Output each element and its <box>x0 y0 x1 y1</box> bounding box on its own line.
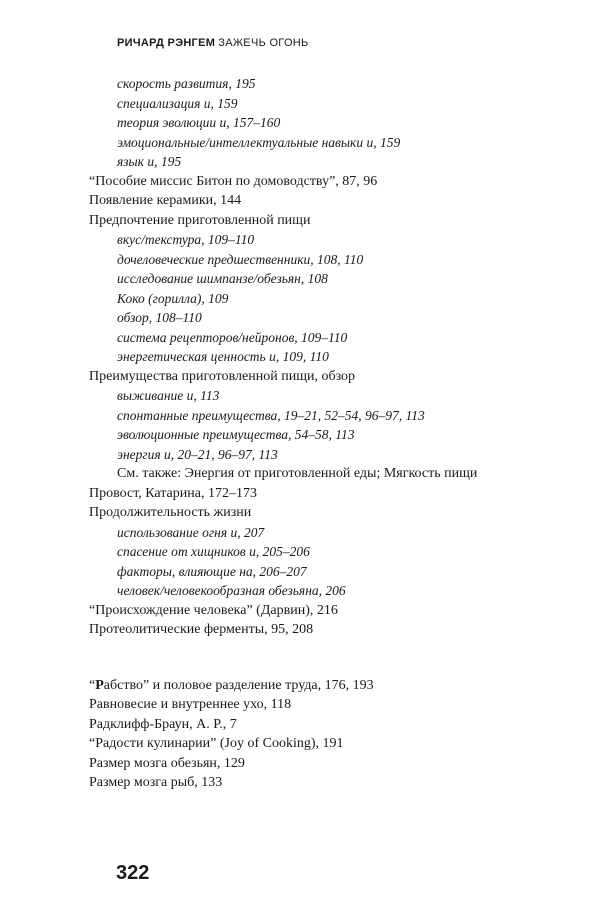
index-subentry: скорость развития, 195 <box>117 76 256 91</box>
index-see-also: См. также: Энергия от приготовленной еды; Мягкость пищи <box>117 466 478 481</box>
index-entry: Размер мозга рыб, 133 <box>89 775 223 790</box>
index-subentry: система рецепторов/нейронов, 109–110 <box>117 329 348 345</box>
index-entry: Предпочтение приготовленной пищи <box>89 212 311 228</box>
page-number: 322 <box>116 862 150 884</box>
index-subentry: язык и, 195 <box>117 154 182 169</box>
index-entry: Провост, Катарина, 172–173 <box>89 485 257 501</box>
index-entry: “Радости кулинарии” (Joy of Cooking), 191 <box>89 736 344 751</box>
section-gap <box>89 640 559 676</box>
index-entry: Радклифф-Браун, А. Р., 7 <box>89 716 237 732</box>
index-entry: Протеолитические ферменты, 95, 208 <box>89 622 314 637</box>
index-entry: Равновесие и внутреннее ухо, 118 <box>89 697 292 712</box>
index-subentry: использование огня и, 207 <box>117 524 265 540</box>
index-entry: Продолжительность жизни <box>89 505 252 520</box>
index-entry: “Происхождение человека” (Дарвин), 216 <box>89 602 338 618</box>
header-author: РИЧАРД РЭНГЕМ <box>117 37 216 49</box>
index-subentry: спонтанные преимущества, 19–21, 52–54, 96–97, 113 <box>117 407 425 423</box>
running-header <box>117 37 309 49</box>
index-subentry: эволюционные преимущества, 54–58, 113 <box>117 427 355 442</box>
index-subentry: человек/человекообразная обезьяна, 206 <box>117 583 346 598</box>
index-subentry: исследование шимпанзе/обезьян, 108 <box>117 271 328 286</box>
index-entry: Размер мозга обезьян, 129 <box>89 755 245 771</box>
index-subentry: выживание и, 113 <box>117 388 220 403</box>
index-subentry: вкус/текстура, 109–110 <box>117 232 255 247</box>
index-subentry: Коко (горилла), 109 <box>117 290 229 306</box>
index-entry: “Пособие миссис Битон по домоводству”, 87, 96 <box>89 173 378 189</box>
index-subentry: эмоциональные/интеллектуальные навыки и, 159 <box>117 134 401 150</box>
entry-text: абство” и половое разделение труда, 176, 193 <box>103 677 374 693</box>
index-subentry: энергетическая ценность и, 109, 110 <box>117 349 329 364</box>
index-subentry: специализация и, 159 <box>117 95 238 111</box>
index-subentry: факторы, влияющие на, 206–207 <box>117 563 307 579</box>
header-book-title: ЗАЖЕЧЬ ОГОНЬ <box>218 37 309 49</box>
index-entry: Преимущества приготовленной пищи, обзор <box>89 368 356 384</box>
index-subentry: энергия и, 20–21, 96–97, 113 <box>117 446 278 462</box>
section-letter: Р <box>95 677 104 693</box>
index-entry <box>89 676 559 696</box>
index-entry: Появление керамики, 144 <box>89 193 242 208</box>
index-subentry: дочеловеческие предшественники, 108, 110 <box>117 251 364 267</box>
index-subentry: спасение от хищников и, 205–206 <box>117 544 310 559</box>
index-list <box>89 74 559 793</box>
index-subentry: обзор, 108–110 <box>117 310 202 325</box>
index-subentry: теория эволюции и, 157–160 <box>117 115 281 130</box>
opening-quote: “ <box>89 677 96 693</box>
